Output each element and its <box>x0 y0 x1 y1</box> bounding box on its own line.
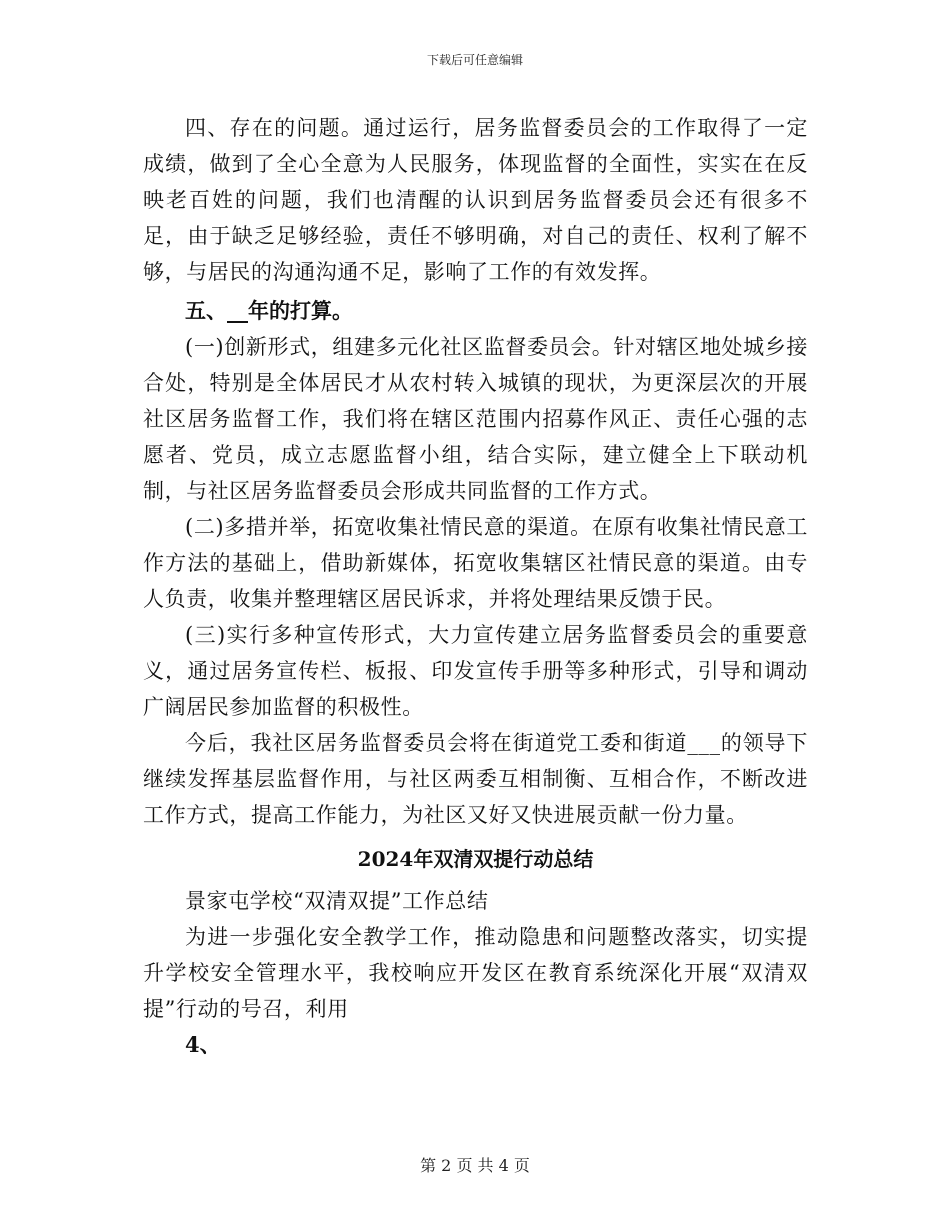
paragraph-school-summary-title: 景家屯学校“双清双提”工作总结 <box>185 889 489 913</box>
paragraph-plan-2: (二)多措并举，拓宽收集社情民意的渠道。在原有收集社情民意工作方法的基础上，借助新媒体，拓宽收集辖区社情民意的渠道。由专人负责，收集并整理辖区居民诉求，并将处理结果反馈于民。 <box>143 515 808 611</box>
page-header-note: 下载后可任意编辑 <box>426 53 523 67</box>
section-heading-4: 4、 <box>185 1032 221 1057</box>
paragraph-plan-1: (一)创新形式，组建多元化社区监督委员会。针对辖区地处城乡接合处，特别是全体居民才从农村转入城镇的现状，为更深层次的开展社区居务监督工作，我们将在辖区范围内招募作风正、责任心强的志愿者、党员，成立志愿监督小组，结合实际，建立健全上下联动机制，与社区居务监督委员会形成共同监督的工作方式。 <box>143 335 808 503</box>
page-number-footer: 第 2 页 共 4 页 <box>420 1156 530 1175</box>
document-title-2024: 2024年双清双提行动总结 <box>357 847 594 871</box>
paragraph-plan-3: (三)实行多种宣传形式，大力宣传建立居务监督委员会的重要意义，通过居务宣传栏、板报、印发宣传手册等多种形式，引导和调动广阔居民参加监督的积极性。 <box>143 623 808 719</box>
paragraph-conclusion: 今后，我社区居务监督委员会将在街道党工委和街道___的领导下继续发挥基层监督作用，与社区两委互相制衡、互相合作，不断改进工作方式，提高工作能力，为社区又好又快进展贡献一份力量。 <box>143 731 808 827</box>
document-body <box>143 110 808 1063</box>
paragraph-school-intro: 为进一步强化安全教学工作，推动隐患和问题整改落实，切实提升学校安全管理水平，我校响应开发区在教育系统深化开展“双清双提”行动的号召，利用 <box>143 925 808 1021</box>
section-heading-plans: 五、__年的打算。 <box>185 298 353 323</box>
paragraph-problems: 四、存在的问题。通过运行，居务监督委员会的工作取得了一定成绩，做到了全心全意为人民服务，体现监督的全面性，实实在在反映老百姓的问题，我们也清醒的认识到居务监督委员会还有很多不足，由于缺乏足够经验，责任不够明确，对自己的责任、权利了解不够，与居民的沟通沟通不足，影响了工作的有效发挥。 <box>143 116 808 284</box>
